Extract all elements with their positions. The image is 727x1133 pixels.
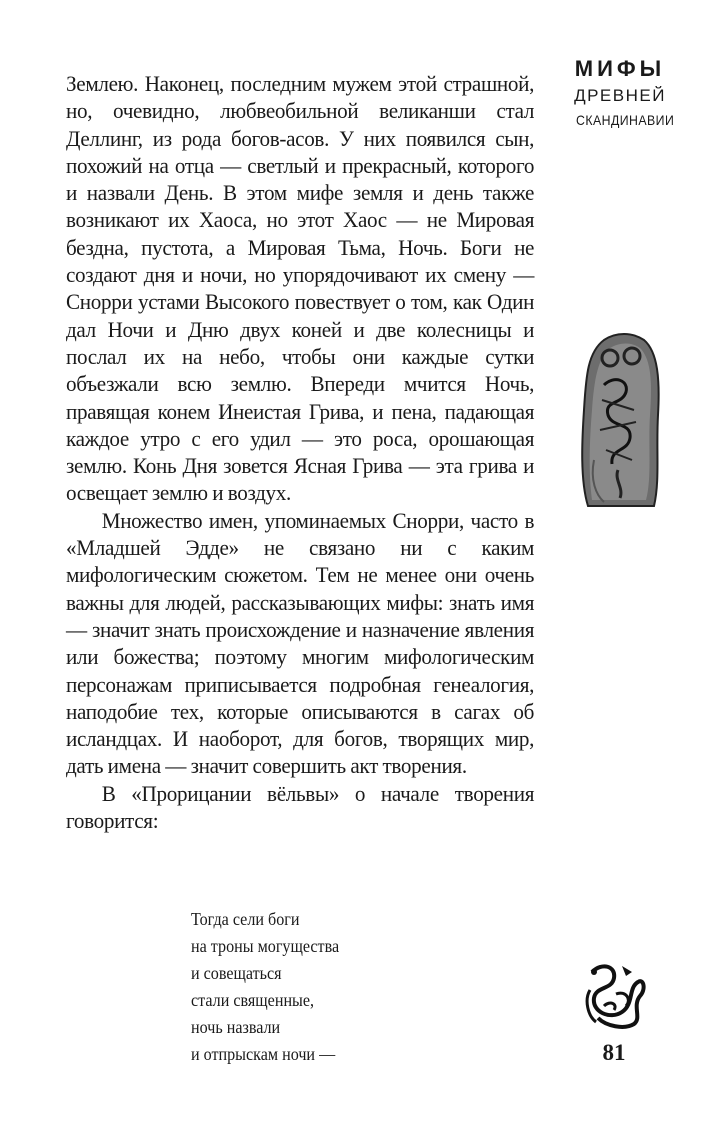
poem-line: и отпрыскам ночи — [191,1044,336,1064]
poem-line: и совещаться [191,963,282,983]
paragraph-3: В «Прорицании вёльвы» о начале творения говорится: [66,780,535,834]
poem-quote [191,906,339,1068]
paragraph-2: Множество имен, упоминаемых Снорри, часто в «Младшей Эдде» не связано ни с каким мифологическим сюжетом. Тем не менее они очень важны для людей, рассказывающих мифы: знать имя — значит знать происхождение и назначение явления или божества; поэтому многим мифологическим персонажам приписывается подробная генеалогия, наподобие тех, которые описываются в сагах об исландцах. И наоборот, для богов, творящих мир, дать имена — значит совершить акт творения. [66,507,535,779]
body-text [66,70,534,834]
header-line-2: ДРЕВНЕЙ [574,86,666,105]
celtic-knot-beast-icon [582,960,648,1030]
running-header [570,56,675,129]
paragraph-1: Землею. Наконец, последним мужем этой страшной, но, очевидно, любвеобильной великанши стал Деллинг, из рода богов-асов. У них появился сын, похожий на отца — светлый и прекрасный, которого и назвали День. В этом мифе земля и день также возникают их Хаоса, но этот Хаос — не Мировая бездна, пустота, а Мировая Тьма, Ночь. Боги не создают дня и ночи, но упорядочивают их смену — Снорри устами Высокого повествует о том, как Один дал Ночи и Дню двух коней и две колесницы и послал их на небо, чтобы они каждые сутки объезжали всю землю. Впереди мчится Ночь, правящая конем Инеистая Грива, и пена, падающая каждое утро с его удил — это роса, орошающая землю. Конь Дня зовется Ясная Грива — эта грива и освещает землю и воздух. [66,71,535,506]
poem-line: Тогда сели боги [191,909,300,929]
header-line-1: МИФЫ [574,56,666,81]
runestone-icon [574,330,664,508]
poem-line: на троны могущества [191,936,340,956]
poem-line: ночь назвали [191,1017,281,1037]
page-number: 81 [602,1040,626,1065]
poem-line: стали священные, [191,990,315,1010]
header-line-3: СКАНДИНАВИИ [576,112,675,128]
